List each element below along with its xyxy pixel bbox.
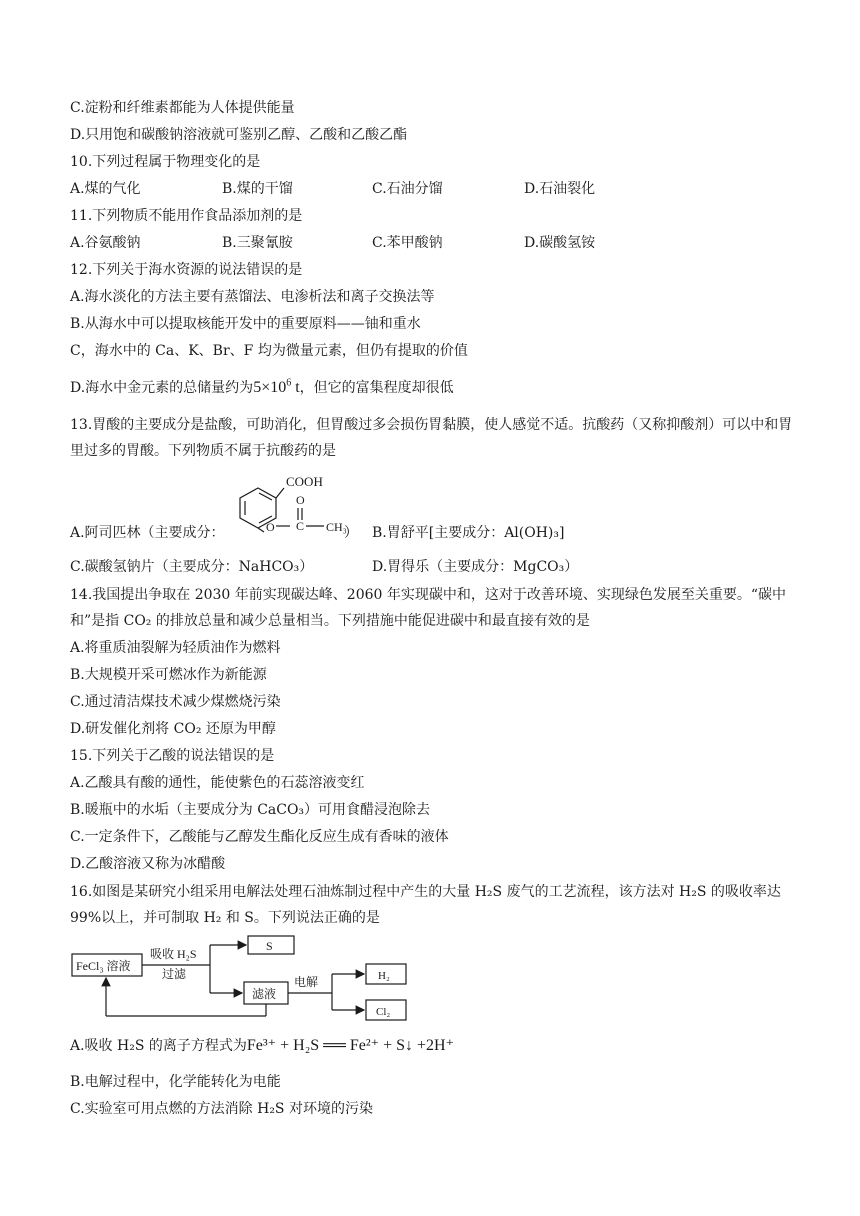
q15-option-a: A.乙酸具有酸的通性，能使紫色的石蕊溶液变红 xyxy=(70,775,365,791)
q11-option-c: C.苯甲酸钠 xyxy=(372,235,443,251)
ch3-label: CH₃ xyxy=(326,520,347,534)
q10-option-b: B.煤的干馏 xyxy=(222,181,293,197)
ester-o-bond xyxy=(258,528,264,532)
q10-option-a: A.煤的气化 xyxy=(70,181,141,197)
s-label: S xyxy=(266,939,273,953)
q16-option-c: C.实验室可用点燃的方法消除 H₂S 对环境的污染 xyxy=(70,1101,373,1117)
q13-stem: 13.胃酸的主要成分是盐酸，可助消化，但胃酸过多会损伤胃黏膜，使人感觉不适。抗酸药（又称抑酸剂）可以中和胃里过多的胃酸。下列物质不属于抗酸药的是 xyxy=(70,417,793,459)
q12-option-b: B.从海水中可以提取核能开发中的重要原料——铀和重水 xyxy=(70,316,421,332)
q15-option-b: B.暖瓶中的水垢（主要成分为 CaCO₃）可用食醋浸泡除去 xyxy=(70,802,431,818)
q13-option-c: C.碳酸氢钠片（主要成分：NaHCO₃） xyxy=(70,559,314,575)
q13-a-close: ） xyxy=(344,525,358,541)
carbon-c-label: C xyxy=(296,519,305,533)
q12-d-amount xyxy=(253,379,299,396)
q11-option-d: D.碳酸氢铵 xyxy=(524,235,596,251)
q16-a-prefix: A.吸收 H₂S 的离子方程式为 xyxy=(70,1038,247,1054)
q14-option-d: D.研发催化剂将 CO₂ 还原为甲醇 xyxy=(70,721,276,737)
q12-d-unit: t xyxy=(291,379,300,396)
filtrate-label: 滤液 xyxy=(252,987,277,1001)
q16-option-a xyxy=(70,1036,454,1056)
q14-option-a: A.将重质油裂解为轻质油作为燃料 xyxy=(70,640,281,656)
fecl3-label: FeCl₃ 溶液 xyxy=(76,959,131,973)
q16-a-equation: Fe³⁺ + H₂S ══ Fe²⁺ + S↓ +2H⁺ xyxy=(246,1037,455,1054)
cl2-label: Cl₂ xyxy=(376,1006,391,1018)
q15-option-d: D.乙酸溶液又称为冰醋酸 xyxy=(70,856,226,872)
ester-o-label: O xyxy=(266,520,275,534)
q12-stem: 12.下列关于海水资源的说法错误的是 xyxy=(70,262,303,278)
h2-label: H₂ xyxy=(378,970,390,982)
q12-option-a: A.海水淡化的方法主要有蒸馏法、电渗析法和离子交换法等 xyxy=(70,289,435,305)
q12-option-d xyxy=(70,378,454,398)
q11-option-a: A.谷氨酸钠 xyxy=(70,235,141,251)
q16-stem: 16.如图是某研究小组采用电解法处理石油炼制过程中产生的大量 H₂S 废气的工艺流程，该方法对 H₂S 的吸收率达 99%以上，并可制取 H₂ 和 S。下列说法正确的是 xyxy=(70,884,781,926)
q11-option-b: B.三聚氰胺 xyxy=(222,235,293,251)
q12-d-exponent: 6 xyxy=(286,377,292,389)
q13-option-d: D.胃得乐（主要成分：MgCO₃） xyxy=(372,559,579,575)
q12-d-number: 5×10 xyxy=(253,379,287,396)
q14-option-b: B.大规模开采可燃冰作为新能源 xyxy=(70,667,267,683)
q14-stem: 14.我国提出争取在 2030 年前实现碳达峰、2060 年实现碳中和，这对于改善环境、实现绿色发展至关重要。“碳中和”是指 CO₂ 的排放总量和减少总量相当。下列措施中能促进碳中和最直接有效的是 xyxy=(70,587,787,629)
q9-option-d: D.只用饱和碳酸钠溶液就可鉴别乙醇、乙酸和乙酸乙酯 xyxy=(70,127,408,143)
process-flow-diagram xyxy=(70,934,410,1024)
absorb-label: 吸收 H₂S xyxy=(150,947,197,961)
q10-option-c: C.石油分馏 xyxy=(372,181,443,197)
q13-option-b: B.胃舒平[主要成分：Al(OH)₃] xyxy=(372,525,565,541)
aspirin-structure xyxy=(228,466,360,546)
q12-d-suffix: ，但它的富集程度却很低 xyxy=(299,380,454,396)
q10-option-d: D.石油裂化 xyxy=(524,181,596,197)
carboxyl-bond xyxy=(276,488,284,498)
cooh-label: COOH xyxy=(286,474,323,489)
q13-option-a xyxy=(70,523,225,543)
electrolysis-label: 电解 xyxy=(294,975,319,989)
q16-option-b: B.电解过程中，化学能转化为电能 xyxy=(70,1074,281,1090)
q11-stem: 11.下列物质不能用作食品添加剂的是 xyxy=(70,208,303,224)
q15-option-c: C.一定条件下，乙酸能与乙醇发生酯化反应生成有香味的液体 xyxy=(70,829,449,845)
q15-stem: 15.下列关于乙酸的说法错误的是 xyxy=(70,748,275,764)
q12-d-prefix: D.海水中金元素的总储量约为 xyxy=(70,380,254,396)
q9-option-c: C.淀粉和纤维素都能为人体提供能量 xyxy=(70,100,295,116)
carbonyl-o-label: O xyxy=(296,493,305,507)
q12-option-c: C，海水中的 Ca、K、Br、F 均为微量元素，但仍有提取的价值 xyxy=(70,343,468,359)
q14-option-c: C.通过清洁煤技术减少煤燃烧污染 xyxy=(70,694,281,710)
filter-label: 过滤 xyxy=(162,967,187,981)
q10-stem: 10.下列过程属于物理变化的是 xyxy=(70,154,261,170)
q13-a-label: A.阿司匹林（主要成分： xyxy=(70,525,225,541)
